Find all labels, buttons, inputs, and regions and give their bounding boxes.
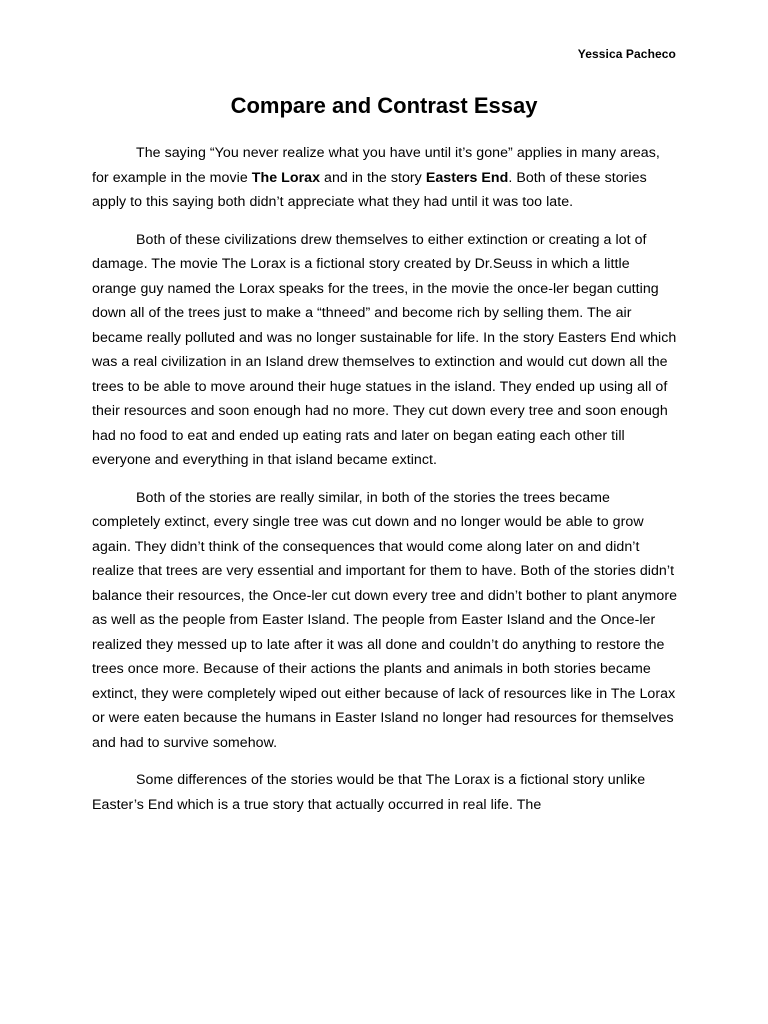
paragraph-text: Both of the stories are really similar, in both of the stories the trees became completely extinct, every single tree was cut down and no longer would be able to grow again. They didn’t think of the consequences that would come along later on and didn’t realize that trees are very essential and important for them to have. Both of the stories didn’t balance their resources, the Once-ler cut down every tree and didn’t bother to plant anymore as well as the people from Easter Island. The people from Easter Island and the Once-ler realized they messed up to late after it was all done and couldn’t do anything to restore the trees once more. Because of their actions the plants and animals in both stories became extinct, they were completely wiped out either because of lack of resources like in The Lorax or were eaten because the humans in Easter Island no longer had resources for themselves and had to survive somehow. xyxy=(92,489,678,751)
paragraph-text: and in the story xyxy=(320,169,426,186)
essay-title: Compare and Contrast Essay xyxy=(230,93,538,118)
paragraph-text: Some differences of the stories would be that The Lorax is a fictional story unlike Easter’s End which is a true story that actually occurred in real life. The xyxy=(92,772,646,813)
paragraph-text: The saying “You never realize what you have until it’s gone” applies in many areas, for example in the movie xyxy=(92,145,660,186)
paragraph-text: . Both of these stories apply to this saying both didn’t appreciate what they had until it was too late. xyxy=(92,169,647,210)
essay-body xyxy=(92,141,678,830)
author-name: Yessica Pacheco xyxy=(577,47,676,61)
essay-paragraph xyxy=(92,486,678,756)
paragraph-text: Both of these civilizations drew themselves to either extinction or creating a lot of damage. The movie The Lorax is a fictional story created by Dr.Seuss in which a little orange guy named the Lorax speaks for the trees, in the movie the once-ler began cutting down all of the trees just to make a “thneed” and become rich by selling them. The air became really polluted and was no longer sustainable for life. In the story Easters End which was a real civilization in an Island drew themselves to extinction and would cut down all the trees to be able to move around their huge statues in the island. They ended up using all of their resources and soon enough had no more. They cut down every tree and soon enough had no food to eat and ended up eating rats and later on began eating each other till everyone and everything in that island became extinct. xyxy=(92,231,677,468)
bold-title-reference: The Lorax xyxy=(251,169,321,186)
essay-paragraph xyxy=(92,768,678,817)
essay-paragraph xyxy=(92,141,678,215)
essay-paragraph xyxy=(92,228,678,473)
bold-title-reference: Easters End xyxy=(425,169,509,186)
